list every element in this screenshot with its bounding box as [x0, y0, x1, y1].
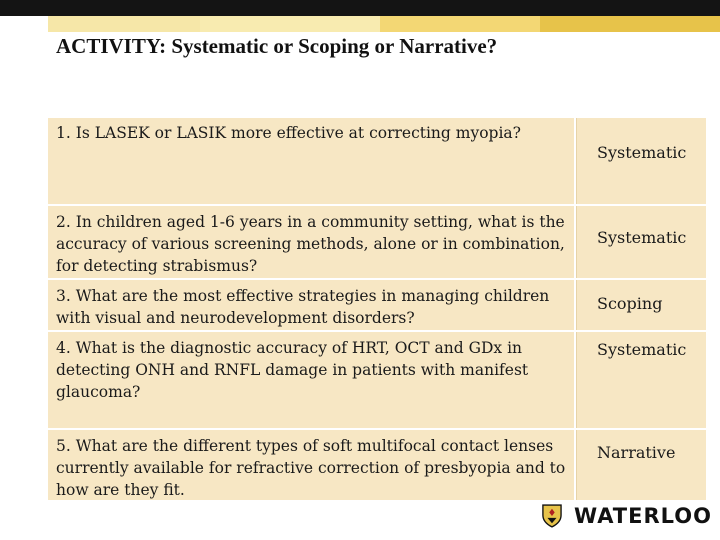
table-row	[48, 332, 706, 428]
question-cell: 2. In children aged 1-6 years in a community setting, what is the accuracy of various screening methods, alone or in combination, for detecting strabismus?	[48, 206, 574, 278]
table-row	[48, 118, 706, 204]
answer-cell	[576, 332, 706, 428]
top-white-stripe	[0, 16, 48, 32]
table-row	[48, 206, 706, 278]
answer-text: Systematic	[597, 340, 687, 359]
university-logo	[542, 496, 712, 536]
top-gold-stripe-1	[48, 16, 200, 32]
slide-title: ACTIVITY: Systematic or Scoping or Narrative?	[56, 34, 498, 58]
answer-text: Scoping	[597, 294, 663, 313]
table-row	[48, 430, 706, 500]
top-gold-stripe-3	[380, 16, 540, 32]
question-cell: 3. What are the most effective strategies in managing children with visual and neurodevelopment disorders?	[48, 280, 574, 330]
answer-cell	[576, 206, 706, 278]
answer-cell	[576, 280, 706, 330]
answer-text: Narrative	[597, 443, 676, 462]
question-cell: 5. What are the different types of soft multifocal contact lenses currently available for refractive correction of presbyopia and to how are they fit.	[48, 430, 574, 500]
top-gold-stripe-4	[540, 16, 720, 32]
logo-text: WATERLOO	[573, 504, 712, 528]
answer-text: Systematic	[597, 143, 687, 162]
top-decorative-bar	[0, 0, 720, 32]
university-shield-icon	[542, 503, 562, 529]
question-cell: 4. What is the diagnostic accuracy of HRT, OCT and GDx in detecting ONH and RNFL damage in patients with manifest glaucoma?	[48, 332, 574, 428]
answer-cell	[576, 118, 706, 204]
top-gold-stripe-2	[200, 16, 380, 32]
answer-text: Systematic	[597, 228, 687, 247]
answer-cell	[576, 430, 706, 500]
table-row	[48, 280, 706, 330]
top-black-stripe	[0, 0, 720, 16]
question-cell: 1. Is LASEK or LASIK more effective at correcting myopia?	[48, 118, 574, 204]
